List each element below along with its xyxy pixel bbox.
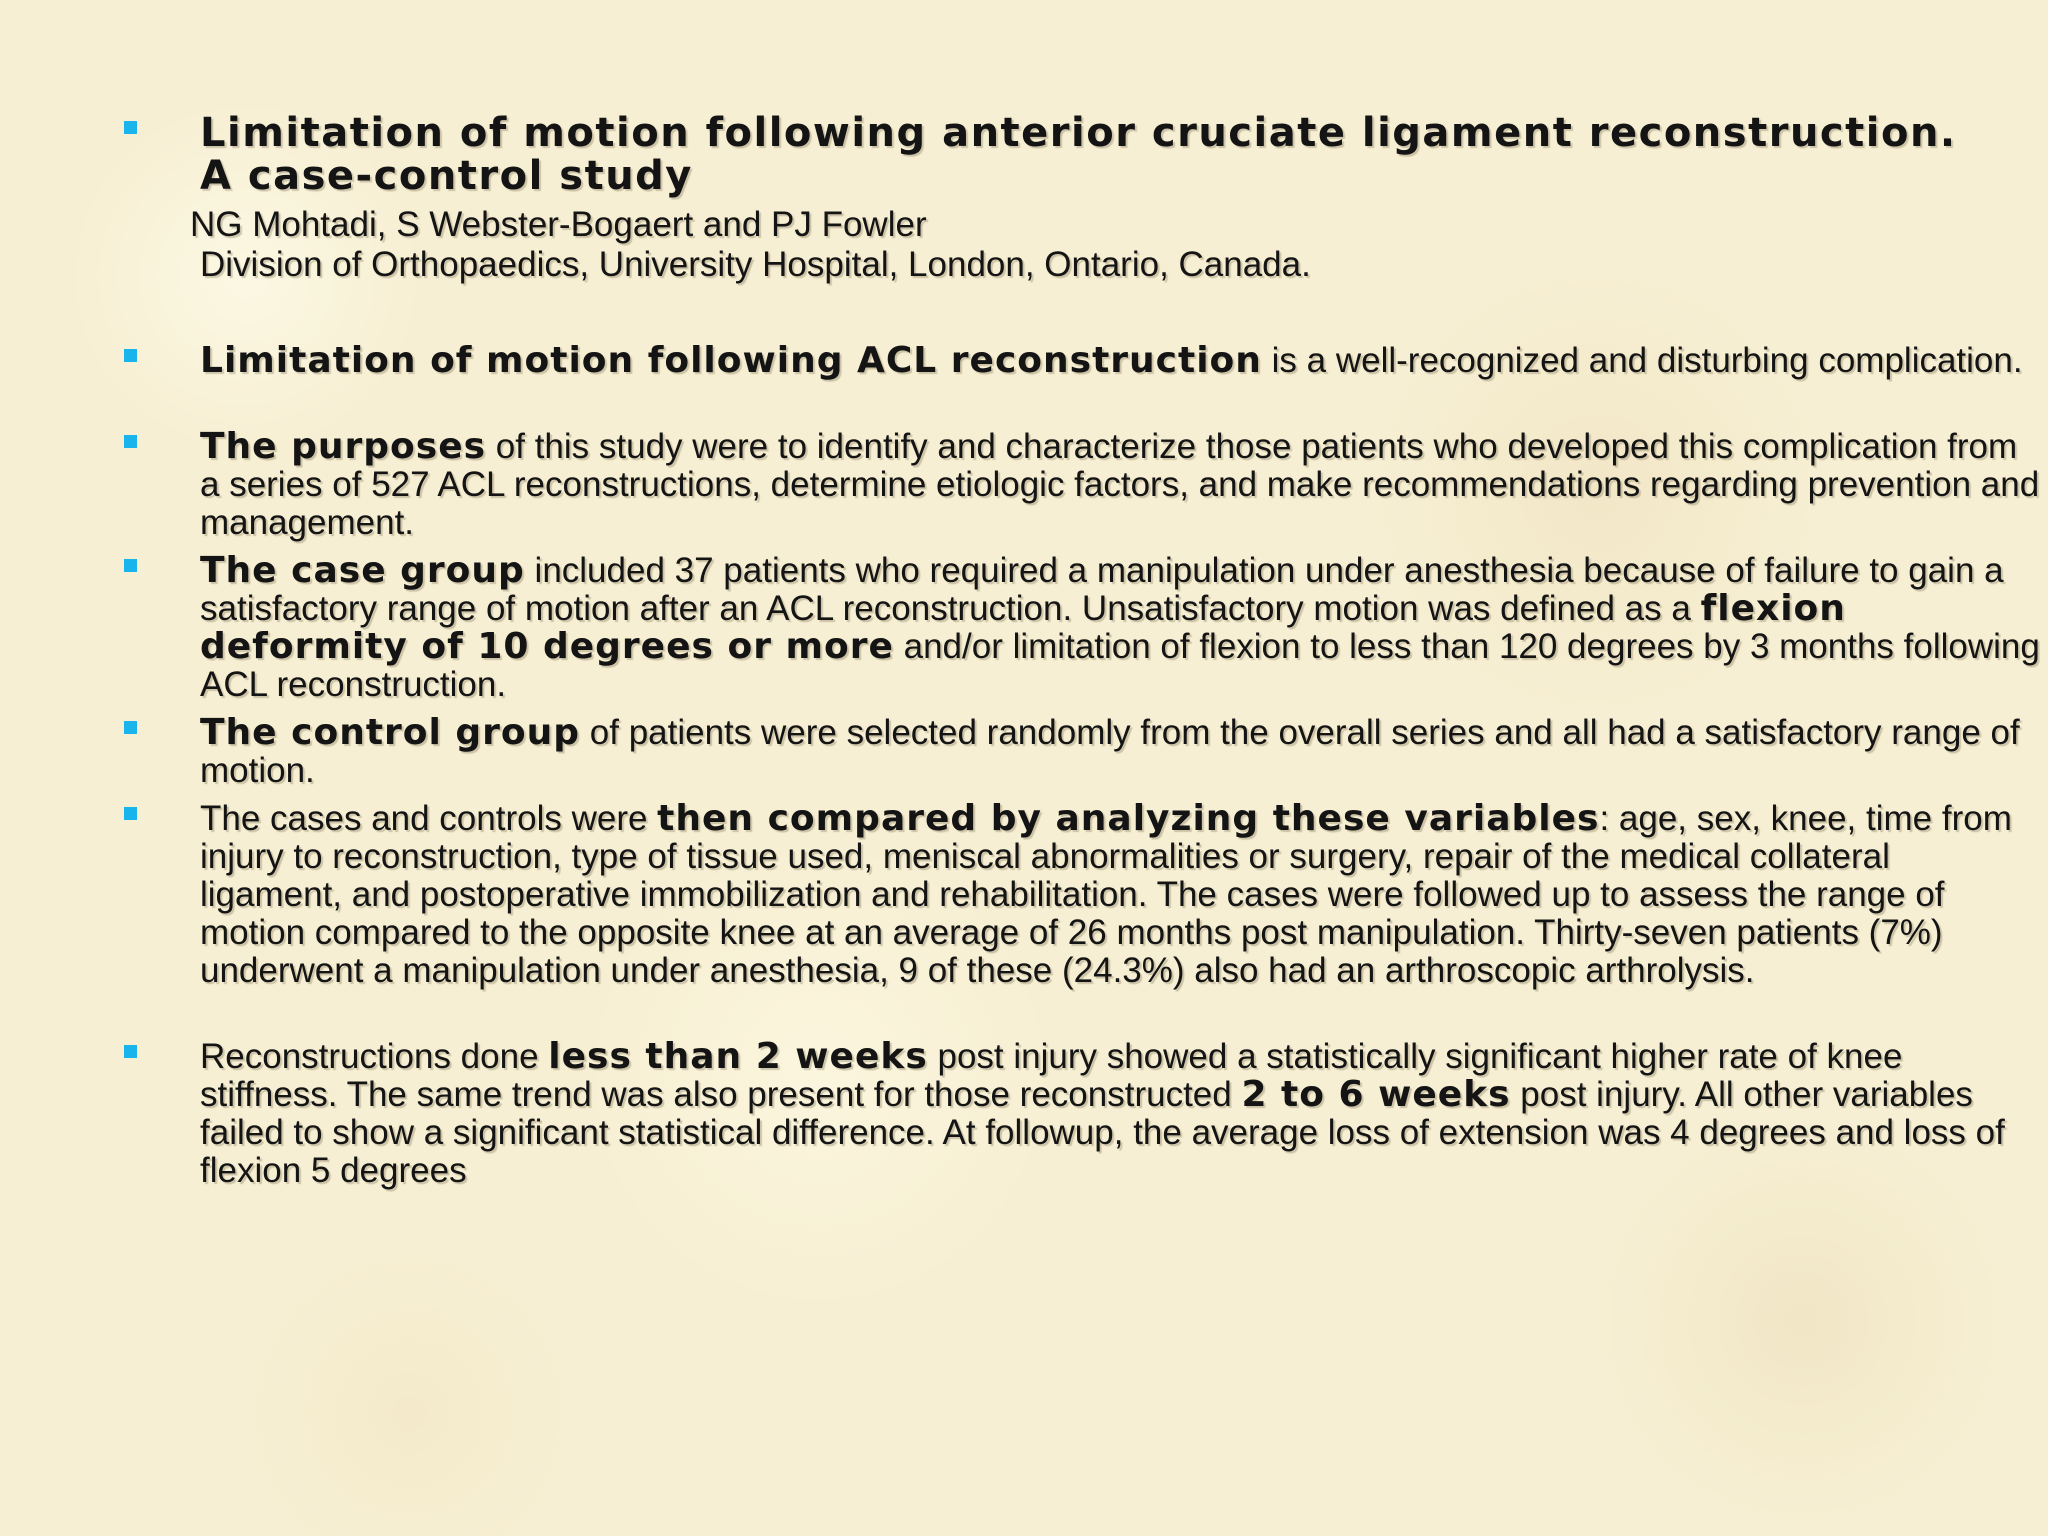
bullet-body-continued: post injury. All other variables failed to show a significant statistical difference. At followup, the average loss of extension was 4 degrees and loss of flexion 5 degrees bbox=[200, 1075, 2005, 1190]
bullet-emphasis-2: 2 to 6 weeks bbox=[1241, 1074, 1511, 1115]
bullet-text bbox=[200, 714, 2040, 790]
bullet-square-icon bbox=[124, 349, 137, 362]
authors: NG Mohtadi, S Webster-Bogaert and PJ Fowler bbox=[190, 205, 927, 244]
bullet-heading: The purposes bbox=[200, 426, 487, 467]
bullet-heading: The control group bbox=[200, 712, 581, 753]
bullet-text bbox=[200, 342, 2040, 380]
bullet-emphasis: then compared by analyzing these variables bbox=[657, 798, 1600, 839]
affiliation: Division of Orthopaedics, University Hospital, London, Ontario, Canada. bbox=[200, 245, 1311, 284]
bullet-body: included 37 patients who required a manipulation under anesthesia because of failure to gain a satisfactory range of motion after an ACL reconstruction. Unsatisfactory motion was defined as a bbox=[200, 551, 2004, 628]
bullet-text bbox=[200, 1038, 2040, 1190]
title-line-1: Limitation of motion following anterior cruciate ligament reconstruction. bbox=[200, 110, 1957, 156]
bullet-text bbox=[200, 800, 2040, 990]
bullet-body-continued: and/or limitation of flexion to less than 120 degrees by 3 months following ACL reconstruction. bbox=[200, 627, 2040, 704]
bullet-heading: Limitation of motion following ACL reconstruction bbox=[200, 340, 1262, 381]
bullet-square-icon bbox=[124, 559, 137, 572]
bullet-square-icon bbox=[124, 435, 137, 448]
bullet-intro: Reconstructions done bbox=[200, 1037, 549, 1076]
bullet-body: of patients were selected randomly from the overall series and all had a satisfactory range of motion. bbox=[200, 713, 2020, 790]
bullet-body: post injury showed a statistically significant higher rate of knee stiffness. The same trend was also present for those reconstructed bbox=[200, 1037, 1903, 1114]
bullet-body: of this study were to identify and characterize those patients who developed this complication from a series of 527 ACL reconstructions, determine etiologic factors, and make recommendations regarding prevention and management. bbox=[200, 427, 2040, 542]
bullet-square-icon bbox=[124, 807, 137, 820]
bullet-emphasis: flexion deformity of 10 degrees or more bbox=[200, 588, 1846, 667]
bullet-text bbox=[200, 552, 2040, 704]
bullet-square-icon bbox=[124, 1045, 137, 1058]
bullet-body: is a well-recognized and disturbing complication. bbox=[1261, 341, 2023, 380]
bullet-emphasis: less than 2 weeks bbox=[548, 1036, 928, 1077]
page-title bbox=[200, 112, 2040, 198]
bullet-intro: The cases and controls were bbox=[200, 799, 658, 838]
bullet-text bbox=[200, 428, 2040, 542]
bullet-body: : age, sex, knee, time from injury to reconstruction, type of tissue used, meniscal abnormalities or surgery, repair of the medical collateral ligament, and postoperative immobilization and rehabilitation. The cases were followed up to assess the range of motion compared to the opposite knee at an average of 26 months post manipulation. Thirty-seven patients (7%) underwent a manipulation under anesthesia, 9 of these (24.3%) also had an arthroscopic arthrolysis. bbox=[200, 799, 2012, 990]
bullet-heading: The case group bbox=[200, 550, 525, 591]
title-line-2: A case-control study bbox=[200, 153, 693, 199]
bullet-square-icon bbox=[124, 721, 137, 734]
bullet-square-icon bbox=[124, 121, 137, 134]
